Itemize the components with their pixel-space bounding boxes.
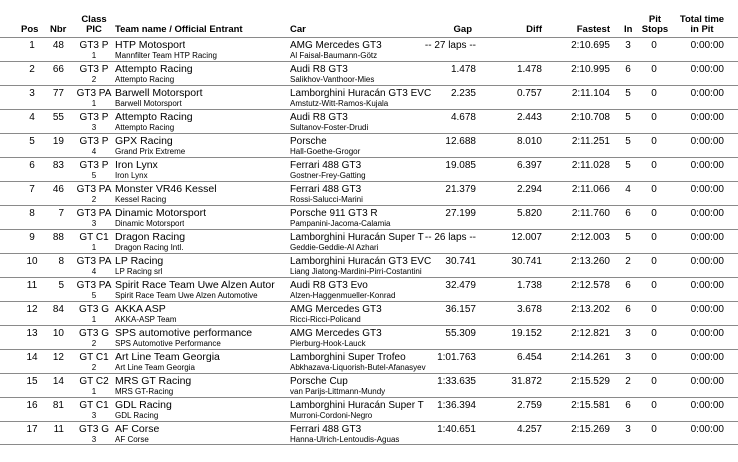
cell-pos: 13 xyxy=(26,328,38,339)
header-pit-top: Pit xyxy=(648,14,662,25)
cell-class: GT3 PA xyxy=(76,280,112,291)
cell-pic: 1 xyxy=(91,51,97,60)
cell-pit-stops: 0 xyxy=(651,136,657,147)
cell-nbr: 46 xyxy=(52,184,64,195)
cell-pos: 15 xyxy=(26,376,38,387)
cell-drivers: Amstutz-Witt-Ramos-Kujala xyxy=(290,99,389,108)
cell-gap: 32.479 xyxy=(445,280,476,291)
cell-team: Attempto Racing xyxy=(115,111,193,123)
cell-pit-stops: 0 xyxy=(651,328,657,339)
cell-diff: 2.443 xyxy=(516,112,542,123)
cell-nbr: 84 xyxy=(52,304,64,315)
cell-fastest: 2:13.202 xyxy=(571,304,610,315)
cell-pic: 3 xyxy=(91,411,97,420)
cell-pit-time: 0:00:00 xyxy=(690,88,724,99)
cell-pit-time: 0:00:00 xyxy=(690,424,724,435)
table-row xyxy=(0,301,738,325)
cell-diff: 4.257 xyxy=(516,424,542,435)
cell-diff: 2.759 xyxy=(516,400,542,411)
table-row xyxy=(0,373,738,397)
cell-pit-time: 0:00:00 xyxy=(690,376,724,387)
cell-fastest: 2:11.760 xyxy=(571,208,610,219)
cell-gap: 12.688 xyxy=(445,136,476,147)
cell-drivers: van Parijs-Littmann-Mundy xyxy=(290,387,386,396)
table-row xyxy=(0,277,738,301)
cell-pos: 1 xyxy=(29,40,35,51)
cell-drivers: Liang Jiatong-Mardini-Pirri-Costantini xyxy=(290,267,422,276)
cell-pos: 10 xyxy=(26,256,38,267)
cell-pos: 16 xyxy=(26,400,38,411)
cell-pic: 2 xyxy=(91,195,97,204)
cell-pit-time: 0:00:00 xyxy=(690,40,724,51)
cell-pit-stops: 0 xyxy=(651,232,657,243)
cell-in: 5 xyxy=(625,88,631,99)
cell-entrant: AKKA-ASP Team xyxy=(115,315,177,324)
cell-pit-time: 0:00:00 xyxy=(690,280,724,291)
cell-pic: 2 xyxy=(91,363,97,372)
cell-diff: 8.010 xyxy=(516,136,542,147)
cell-gap: -- 27 laps -- xyxy=(424,40,476,51)
cell-pic: 1 xyxy=(91,387,97,396)
cell-in: 6 xyxy=(625,64,631,75)
table-row xyxy=(0,37,738,61)
cell-class: GT3 P xyxy=(79,40,109,51)
cell-pos: 8 xyxy=(29,208,35,219)
cell-fastest: 2:15.529 xyxy=(571,376,610,387)
cell-pos: 3 xyxy=(29,88,35,99)
cell-pit-stops: 0 xyxy=(651,352,657,363)
cell-fastest: 2:11.066 xyxy=(571,184,610,195)
cell-car: Audi R8 GT3 xyxy=(290,112,348,123)
cell-nbr: 77 xyxy=(52,88,64,99)
cell-pit-time: 0:00:00 xyxy=(690,208,724,219)
cell-nbr: 8 xyxy=(58,256,64,267)
cell-pos: 6 xyxy=(29,160,35,171)
cell-fastest: 2:12.821 xyxy=(571,328,610,339)
cell-gap: 27.199 xyxy=(445,208,476,219)
cell-nbr: 55 xyxy=(52,112,64,123)
cell-diff: 3.678 xyxy=(516,304,542,315)
cell-drivers: Hanna-Ulrich-Lentoudis-Aguas xyxy=(290,435,400,444)
cell-pit-time: 0:00:00 xyxy=(690,400,724,411)
cell-diff: 0.757 xyxy=(516,88,542,99)
cell-diff: 12.007 xyxy=(511,232,542,243)
cell-car: Lamborghini Super Trofeo xyxy=(290,352,406,363)
cell-pit-stops: 0 xyxy=(651,88,657,99)
header-nbr: Nbr xyxy=(50,24,67,35)
cell-drivers: Hall-Goethe-Grogor xyxy=(290,147,361,156)
cell-pit-time: 0:00:00 xyxy=(690,112,724,123)
cell-pos: 4 xyxy=(29,112,35,123)
cell-in: 2 xyxy=(625,376,631,387)
cell-fastest: 2:14.261 xyxy=(571,352,610,363)
header-pit-bottom: Stops xyxy=(641,24,669,35)
cell-fastest: 2:11.104 xyxy=(571,88,610,99)
cell-pit-time: 0:00:00 xyxy=(690,256,724,267)
header-class-top: Class xyxy=(81,14,107,25)
cell-fastest: 2:10.995 xyxy=(571,64,610,75)
header-car: Car xyxy=(290,24,306,35)
cell-gap: 55.309 xyxy=(445,328,476,339)
cell-car: Porsche xyxy=(290,136,327,147)
cell-fastest: 2:10.695 xyxy=(571,40,610,51)
cell-team: HTP Motosport xyxy=(115,39,186,51)
cell-nbr: 19 xyxy=(52,136,64,147)
cell-pit-stops: 0 xyxy=(651,112,657,123)
cell-in: 3 xyxy=(625,328,631,339)
header-in: In xyxy=(624,24,633,35)
cell-drivers: Murroni-Cordoni-Negro xyxy=(290,411,373,420)
cell-pic: 1 xyxy=(91,99,97,108)
cell-pit-stops: 0 xyxy=(651,40,657,51)
cell-team: SPS automotive performance xyxy=(115,327,253,339)
cell-entrant: LP Racing srl xyxy=(115,267,163,276)
table-row xyxy=(0,109,738,133)
cell-class: GT3 PA xyxy=(76,184,112,195)
cell-drivers: Pierburg-Hook-Lauck xyxy=(290,339,366,348)
cell-gap: 4.678 xyxy=(450,112,476,123)
cell-pos: 9 xyxy=(29,232,35,243)
cell-team: Barwell Motorsport xyxy=(115,87,203,99)
cell-pic: 5 xyxy=(91,291,97,300)
cell-team: AKKA ASP xyxy=(115,303,166,315)
cell-drivers: Gostner-Frey-Gatting xyxy=(290,171,366,180)
cell-car: Lamborghini Huracán Super T xyxy=(290,400,424,411)
cell-class: GT3 P xyxy=(79,136,109,147)
cell-team: MRS GT Racing xyxy=(115,375,192,387)
cell-entrant: GDL Racing xyxy=(115,411,159,420)
cell-car: Ferrari 488 GT3 xyxy=(290,184,362,195)
cell-diff: 2.294 xyxy=(516,184,542,195)
header-diff: Diff xyxy=(526,24,542,35)
cell-drivers: Rossi-Salucci-Marini xyxy=(290,195,363,204)
cell-class: GT C1 xyxy=(79,352,109,363)
cell-in: 2 xyxy=(625,256,631,267)
cell-in: 3 xyxy=(625,352,631,363)
cell-entrant: Kessel Racing xyxy=(115,195,167,204)
cell-fastest: 2:11.251 xyxy=(571,136,610,147)
cell-gap: 1.478 xyxy=(450,64,476,75)
cell-gap: 1:33.635 xyxy=(437,376,476,387)
table-header xyxy=(0,0,738,37)
cell-entrant: MRS GT-Racing xyxy=(115,387,174,396)
cell-in: 6 xyxy=(625,280,631,291)
table-row xyxy=(0,181,738,205)
cell-car: AMG Mercedes GT3 xyxy=(290,304,382,315)
cell-in: 6 xyxy=(625,400,631,411)
cell-pos: 5 xyxy=(29,136,35,147)
cell-entrant: SPS Automotive Performance xyxy=(115,339,221,348)
cell-nbr: 88 xyxy=(52,232,64,243)
cell-diff: 30.741 xyxy=(511,256,542,267)
cell-entrant: Iron Lynx xyxy=(115,171,148,180)
cell-nbr: 81 xyxy=(52,400,64,411)
cell-fastest: 2:12.003 xyxy=(571,232,610,243)
cell-diff: 31.872 xyxy=(511,376,542,387)
table-row xyxy=(0,253,738,277)
cell-nbr: 10 xyxy=(52,328,64,339)
cell-team: LP Racing xyxy=(115,255,164,267)
cell-pit-time: 0:00:00 xyxy=(690,328,724,339)
cell-gap: 30.741 xyxy=(445,256,476,267)
cell-car: Audi R8 GT3 Evo xyxy=(290,280,368,291)
cell-entrant: Mannfilter Team HTP Racing xyxy=(115,51,217,60)
cell-diff: 6.454 xyxy=(516,352,542,363)
cell-pit-time: 0:00:00 xyxy=(690,64,724,75)
cell-pos: 2 xyxy=(29,64,35,75)
cell-car: Ferrari 488 GT3 xyxy=(290,424,362,435)
cell-pit-stops: 0 xyxy=(651,64,657,75)
cell-team: AF Corse xyxy=(115,423,160,435)
cell-entrant: Spirit Race Team Uwe Alzen Automotive xyxy=(115,291,258,300)
cell-diff: 6.397 xyxy=(516,160,542,171)
cell-class: GT3 PA xyxy=(76,256,112,267)
cell-gap: 1:36.394 xyxy=(437,400,476,411)
cell-entrant: Grand Prix Extreme xyxy=(115,147,186,156)
cell-class: GT3 G xyxy=(78,328,109,339)
cell-drivers: Sultanov-Foster-Drudi xyxy=(290,123,369,132)
cell-team: Attempto Racing xyxy=(115,63,193,75)
table-row xyxy=(0,325,738,349)
cell-class: GT3 P xyxy=(79,160,109,171)
cell-pit-stops: 0 xyxy=(651,184,657,195)
cell-in: 6 xyxy=(625,208,631,219)
cell-car: AMG Mercedes GT3 xyxy=(290,40,382,51)
cell-class: GT C2 xyxy=(79,376,109,387)
cell-car: Lamborghini Huracán Super T xyxy=(290,232,424,243)
table-row xyxy=(0,397,738,421)
cell-pos: 14 xyxy=(26,352,38,363)
cell-pit-stops: 0 xyxy=(651,304,657,315)
cell-pit-stops: 0 xyxy=(651,280,657,291)
cell-gap: 2.235 xyxy=(450,88,476,99)
table-row xyxy=(0,421,738,445)
cell-in: 5 xyxy=(625,136,631,147)
cell-gap: 21.379 xyxy=(445,184,476,195)
cell-nbr: 7 xyxy=(58,208,64,219)
cell-class: GT C1 xyxy=(79,400,109,411)
header-fastest: Fastest xyxy=(576,24,610,35)
cell-car: Porsche 911 GT3 R xyxy=(290,208,378,219)
cell-nbr: 11 xyxy=(53,424,64,435)
cell-pic: 4 xyxy=(91,267,97,276)
cell-gap: 1:40.651 xyxy=(437,424,476,435)
cell-pic: 1 xyxy=(91,315,97,324)
cell-pic: 2 xyxy=(91,339,97,348)
cell-drivers: Pampanini-Jacoma-Calamia xyxy=(290,219,391,228)
cell-fastest: 2:10.708 xyxy=(571,112,610,123)
cell-pit-time: 0:00:00 xyxy=(690,352,724,363)
cell-car: Audi R8 GT3 xyxy=(290,64,348,75)
cell-class: GT3 G xyxy=(78,424,109,435)
table-row xyxy=(0,133,738,157)
cell-pos: 7 xyxy=(29,184,35,195)
cell-team: Spirit Race Team Uwe Alzen Autor xyxy=(115,279,275,291)
cell-team: GDL Racing xyxy=(115,399,172,411)
header-pos: Pos xyxy=(21,24,39,35)
cell-entrant: Barwell Motorsport xyxy=(115,99,182,108)
cell-nbr: 5 xyxy=(58,280,64,291)
cell-pit-stops: 0 xyxy=(651,400,657,411)
cell-entrant: AF Corse xyxy=(115,435,149,444)
cell-car: Porsche Cup xyxy=(290,376,348,387)
cell-diff: 1.738 xyxy=(516,280,542,291)
header-gap: Gap xyxy=(453,24,472,35)
cell-entrant: Attempto Racing xyxy=(115,123,175,132)
cell-diff: 19.152 xyxy=(511,328,542,339)
header-total-top: Total time xyxy=(679,14,725,25)
cell-team: Iron Lynx xyxy=(115,159,158,171)
cell-fastest: 2:13.260 xyxy=(571,256,610,267)
cell-pit-stops: 0 xyxy=(651,376,657,387)
cell-pos: 12 xyxy=(26,304,38,315)
cell-nbr: 48 xyxy=(52,40,64,51)
cell-team: Art Line Team Georgia xyxy=(115,351,220,363)
cell-pit-stops: 0 xyxy=(651,256,657,267)
cell-entrant: Art Line Team Georgia xyxy=(115,363,195,372)
cell-nbr: 14 xyxy=(52,376,64,387)
cell-car: Lamborghini Huracán GT3 EVC xyxy=(290,256,432,267)
cell-drivers: Alzen-Haggenmueller-Konrad xyxy=(290,291,396,300)
cell-pos: 11 xyxy=(26,280,38,291)
cell-pic: 1 xyxy=(91,243,97,252)
cell-class: GT3 PA xyxy=(76,208,112,219)
cell-nbr: 83 xyxy=(52,160,64,171)
cell-class: GT3 G xyxy=(78,304,109,315)
cell-drivers: Ricci-Ricci-Policand xyxy=(290,315,361,324)
cell-pit-stops: 0 xyxy=(651,424,657,435)
cell-gap: 19.085 xyxy=(445,160,476,171)
cell-pit-time: 0:00:00 xyxy=(690,160,724,171)
cell-team: Monster VR46 Kessel xyxy=(115,183,217,195)
cell-pic: 3 xyxy=(91,219,97,228)
table-row xyxy=(0,205,738,229)
cell-class: GT3 PA xyxy=(76,88,112,99)
cell-class: GT C1 xyxy=(79,232,109,243)
cell-pit-stops: 0 xyxy=(651,160,657,171)
cell-nbr: 12 xyxy=(52,352,64,363)
cell-entrant: Attempto Racing xyxy=(115,75,175,84)
cell-car: Ferrari 488 GT3 xyxy=(290,160,362,171)
cell-class: GT3 P xyxy=(79,112,109,123)
cell-diff: 1.478 xyxy=(516,64,542,75)
cell-fastest: 2:12.578 xyxy=(571,280,610,291)
cell-pic: 5 xyxy=(91,171,97,180)
table-row xyxy=(0,349,738,373)
cell-pic: 4 xyxy=(91,147,97,156)
cell-team: GPX Racing xyxy=(115,135,173,147)
cell-pit-time: 0:00:00 xyxy=(690,304,724,315)
cell-in: 3 xyxy=(625,424,631,435)
cell-class: GT3 P xyxy=(79,64,109,75)
table-row xyxy=(0,229,738,253)
cell-gap: 36.157 xyxy=(445,304,476,315)
cell-team: Dragon Racing xyxy=(115,231,186,243)
cell-pit-time: 0:00:00 xyxy=(690,136,724,147)
cell-pit-stops: 0 xyxy=(651,208,657,219)
cell-in: 5 xyxy=(625,160,631,171)
cell-pos: 17 xyxy=(26,424,38,435)
cell-in: 3 xyxy=(625,40,631,51)
cell-gap: 1:01.763 xyxy=(437,352,476,363)
cell-team: Dinamic Motorsport xyxy=(115,207,207,219)
cell-in: 5 xyxy=(625,232,631,243)
cell-diff: 5.820 xyxy=(516,208,542,219)
cell-car: Lamborghini Huracán GT3 EVC xyxy=(290,88,432,99)
cell-drivers: Al Faisal-Baumann-Götz xyxy=(290,51,378,60)
cell-drivers: Abkhazava-Liquorish-Butel-Afanasyev xyxy=(290,363,426,372)
cell-entrant: Dragon Racing Intl. xyxy=(115,243,184,252)
cell-in: 6 xyxy=(625,304,631,315)
header-team: Team name / Official Entrant xyxy=(115,24,243,35)
cell-pit-time: 0:00:00 xyxy=(690,184,724,195)
cell-pic: 3 xyxy=(91,435,97,444)
table-row xyxy=(0,85,738,109)
cell-drivers: Geddie-Geddie-Al Azhari xyxy=(290,243,379,252)
header-total-bottom: in Pit xyxy=(690,24,714,35)
cell-entrant: Dinamic Motorsport xyxy=(115,219,185,228)
cell-in: 5 xyxy=(625,112,631,123)
table-row xyxy=(0,157,738,181)
table-row xyxy=(0,61,738,85)
cell-pit-time: 0:00:00 xyxy=(690,232,724,243)
cell-pic: 3 xyxy=(91,123,97,132)
header-class-bottom: PIC xyxy=(86,24,102,35)
cell-nbr: 66 xyxy=(52,64,64,75)
cell-fastest: 2:11.028 xyxy=(571,160,610,171)
cell-drivers: Salikhov-Vanthoor-Mies xyxy=(290,75,375,84)
cell-gap: -- 26 laps -- xyxy=(424,232,476,243)
cell-in: 4 xyxy=(625,184,631,195)
results-table xyxy=(0,37,738,445)
cell-fastest: 2:15.581 xyxy=(571,400,610,411)
cell-fastest: 2:15.269 xyxy=(571,424,610,435)
cell-pic: 2 xyxy=(91,75,97,84)
cell-car: AMG Mercedes GT3 xyxy=(290,328,382,339)
